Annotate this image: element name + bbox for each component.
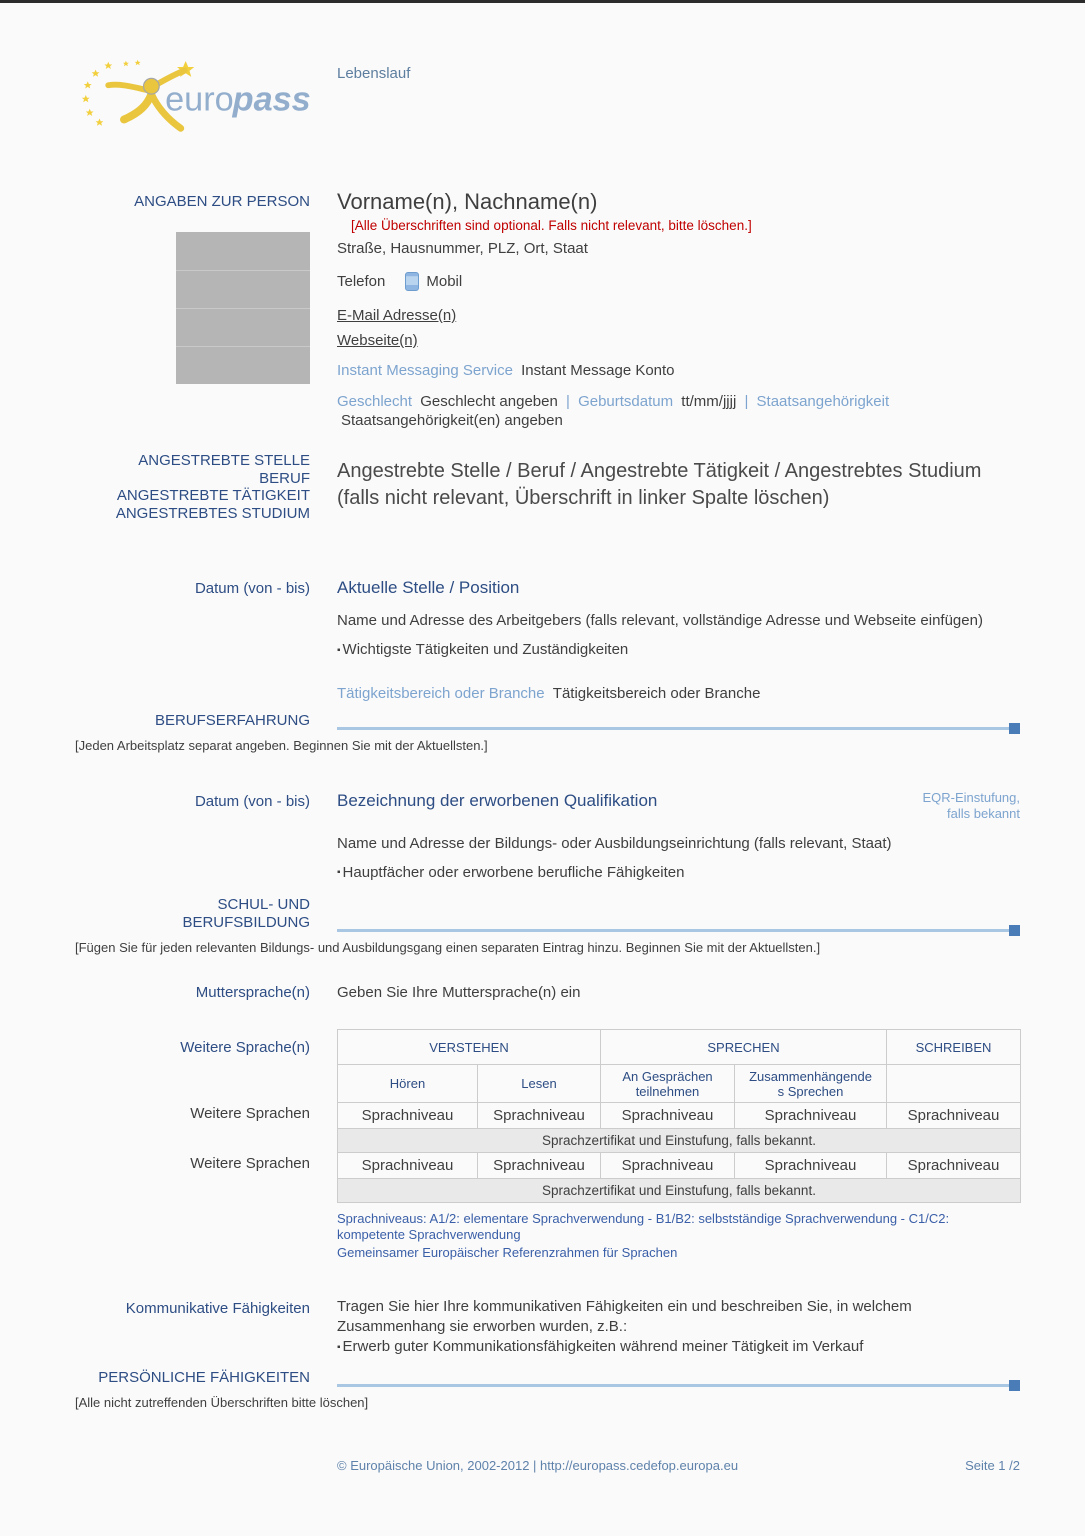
edu-section-label-line1: SCHUL- UND xyxy=(217,896,310,913)
section-rule xyxy=(337,1366,1020,1387)
section-personal xyxy=(75,189,1020,430)
education-section-header xyxy=(75,896,1020,932)
level-cell: Sprachniveau xyxy=(338,1103,478,1129)
nationality-value: Staatsangehörigkeit(en) angeben xyxy=(341,412,563,429)
mother-tongue-value: Geben Sie Ihre Muttersprache(n) ein xyxy=(337,984,581,1001)
edu-subjects: Hauptfächer oder erworbene berufliche Fähigkeiten xyxy=(342,863,685,881)
certificate-cell: Sprachzertifikat und Einstufung, falls bekannt. xyxy=(338,1179,1021,1203)
level-cell: Sprachniveau xyxy=(478,1153,601,1179)
optional-headings-note: [Alle Überschriften sind optional. Falls nicht relevant, bitte löschen.] xyxy=(351,218,752,233)
other-languages-label: Weitere Sprache(n) xyxy=(180,1039,310,1056)
mother-tongue-label: Muttersprache(n) xyxy=(195,984,310,1001)
edu-date-label: Datum (von - bis) xyxy=(194,792,310,810)
section-mother-tongue xyxy=(75,984,1020,1001)
personal-skills-section-header xyxy=(75,1366,1020,1387)
communication-label: Kommunikative Fähigkeiten xyxy=(125,1300,310,1317)
job-label-beruf: BERUF xyxy=(259,469,310,487)
gender-value: Geschlecht angeben xyxy=(420,393,558,410)
job-label-stelle: ANGESTREBTE STELLE xyxy=(138,452,310,469)
section-education xyxy=(75,790,1020,957)
sector-label-link[interactable]: Tätigkeitsbereich oder Branche xyxy=(337,684,545,702)
col-listening: Hören xyxy=(338,1065,478,1103)
language-row-label: Weitere Sprachen xyxy=(190,1105,310,1122)
page-top-rule xyxy=(0,0,1085,3)
pipe-separator: | xyxy=(566,393,570,410)
certificate-cell: Sprachzertifikat und Einstufung, falls bekannt. xyxy=(338,1129,1021,1153)
communication-example: Erwerb guter Kommunikationsfähigkeiten während meiner Tätigkeit im Verkauf xyxy=(342,1338,864,1355)
nationality-label-link[interactable]: Staatsangehörigkeit xyxy=(756,393,890,410)
level-cell: Sprachniveau xyxy=(338,1153,478,1179)
im-service-link[interactable]: Instant Messaging Service xyxy=(337,362,513,379)
language-level-row xyxy=(338,1103,1021,1129)
level-cell: Sprachniveau xyxy=(601,1103,735,1129)
communication-text: Tragen Sie hier Ihre kommunikativen Fähigkeiten ein und beschreiben Sie, in welchem Zusammenhang sie erworben wurden, z.B.: xyxy=(337,1298,912,1335)
language-level-row xyxy=(338,1153,1021,1179)
level-cell: Sprachniveau xyxy=(735,1153,887,1179)
section-rule-endcap xyxy=(1009,925,1020,936)
col-spoken-production: Zusammenhängende s Sprechen xyxy=(735,1065,887,1103)
footer-copyright[interactable]: © Europäische Union, 2002-2012 | http://europass.cedefop.europa.eu xyxy=(337,1458,739,1473)
cefr-link[interactable]: Gemeinsamer Europäischer Referenzrahmen für Sprachen xyxy=(337,1245,678,1260)
work-date-label: Datum (von - bis) xyxy=(194,580,310,597)
bullet-icon: ▪ xyxy=(337,1341,341,1353)
work-section-label: BERUFSERFAHRUNG xyxy=(154,711,310,729)
email-link[interactable]: E-Mail Adresse(n) xyxy=(337,307,457,324)
pipe-separator: | xyxy=(744,393,749,410)
job-label-taetigkeit: ANGESTREBTE TÄTIGKEIT xyxy=(116,487,310,504)
im-account-value: Instant Message Konto xyxy=(521,362,675,379)
website-link[interactable]: Webseite(n) xyxy=(337,332,418,349)
level-cell: Sprachniveau xyxy=(887,1103,1021,1129)
work-section-note: [Jeden Arbeitsplatz separat angeben. Beginnen Sie mit der Aktuellsten.] xyxy=(75,737,488,753)
language-skills-table xyxy=(337,1029,1021,1203)
level-cell: Sprachniveau xyxy=(735,1103,887,1129)
page-footer xyxy=(337,1458,1020,1473)
birthdate-label-link[interactable]: Geburtsdatum xyxy=(578,393,674,410)
personal-skills-label: PERSÖNLICHE FÄHIGKEITEN xyxy=(98,1368,310,1386)
personal-section-label: ANGABEN ZUR PERSON xyxy=(134,193,310,210)
gender-label-link[interactable]: Geschlecht xyxy=(337,393,413,410)
logo-text-euro: euro xyxy=(165,80,234,119)
section-communication-skills xyxy=(75,1297,1020,1411)
address-line: Straße, Hausnummer, PLZ, Ort, Staat xyxy=(337,240,588,257)
edu-qualification-title: Bezeichnung der erworbenen Qualifikation xyxy=(337,790,658,810)
personal-skills-note: [Alle nicht zutreffenden Überschriften bitte löschen] xyxy=(75,1394,369,1410)
work-employer-line: Name und Adresse des Arbeitgebers (falls relevant, vollständige Adresse und Webseite einfügen) xyxy=(337,612,983,629)
person-name: Vorname(n), Nachname(n) xyxy=(337,189,598,214)
birthdate-value: tt/mm/jjjj xyxy=(681,393,737,410)
col-group-understanding: VERSTEHEN xyxy=(338,1030,601,1065)
section-other-languages xyxy=(75,1029,1020,1261)
document-title: Lebenslauf xyxy=(337,65,411,82)
section-rule xyxy=(337,911,1020,932)
education-section-note: [Fügen Sie für jeden relevanten Bildungs- und Ausbildungsgang einen separaten Eintrag hinzu. Beginnen Sie mit der Aktuellsten.] xyxy=(75,940,821,955)
section-rule xyxy=(337,709,1020,730)
level-cell: Sprachniveau xyxy=(478,1103,601,1129)
level-cell: Sprachniveau xyxy=(887,1153,1021,1179)
language-row-label: Weitere Sprachen xyxy=(190,1155,310,1172)
section-rule-endcap xyxy=(1009,723,1020,734)
cv-page xyxy=(0,57,1085,1411)
footer-page-indicator: Seite 1 /2 xyxy=(965,1458,1020,1473)
mobile-label: Mobil xyxy=(426,273,463,290)
logo-text-pass: pass xyxy=(232,80,310,119)
page-header xyxy=(75,57,1020,139)
work-duties: Wichtigste Tätigkeiten und Zuständigkeiten xyxy=(342,641,629,658)
section-work-experience xyxy=(75,577,1020,754)
photo-placeholder xyxy=(176,232,310,384)
col-group-writing: SCHREIBEN xyxy=(887,1030,1021,1065)
bullet-icon: ▪ xyxy=(337,644,341,656)
work-position-title: Aktuelle Stelle / Position xyxy=(337,578,520,597)
edu-institution-line: Name und Adresse der Bildungs- oder Ausbildungseinrichtung (falls relevant, Staat) xyxy=(337,834,892,852)
europass-logo xyxy=(75,57,310,139)
col-writing-empty xyxy=(887,1065,1021,1103)
sector-value: Tätigkeitsbereich oder Branche xyxy=(552,684,761,702)
col-spoken-interaction: An Gesprächen teilnehmen xyxy=(601,1065,735,1103)
col-reading: Lesen xyxy=(478,1065,601,1103)
mobile-phone-icon xyxy=(405,272,419,291)
phone-label: Telefon xyxy=(337,273,386,290)
language-certificate-row xyxy=(338,1179,1021,1203)
section-rule-endcap xyxy=(1009,1380,1020,1391)
work-section-header xyxy=(75,709,1020,730)
level-cell: Sprachniveau xyxy=(601,1153,735,1179)
job-label-studium: ANGESTREBTES STUDIUM xyxy=(115,504,310,522)
language-levels-note: Sprachniveaus: A1/2: elementare Sprachverwendung - B1/B2: selbstständige Sprachverwendung - C1/C2: kompetente Sprachverwendung xyxy=(337,1211,950,1242)
language-certificate-row xyxy=(338,1129,1021,1153)
europass-logo-figure xyxy=(75,57,310,135)
col-group-speaking: SPRECHEN xyxy=(601,1030,887,1065)
section-job-applied xyxy=(75,452,1020,522)
bullet-icon: ▪ xyxy=(337,867,341,878)
eqf-level-link[interactable]: EQR-Einstufung, falls bekannt xyxy=(922,789,1020,821)
job-applied-text: Angestrebte Stelle / Beruf / Angestrebte Tätigkeit / Angestrebtes Studium (falls nicht relevant, Überschrift in linker Spalte löschen) xyxy=(337,460,982,509)
edu-section-label-line2: BERUFSBILDUNG xyxy=(182,914,310,931)
